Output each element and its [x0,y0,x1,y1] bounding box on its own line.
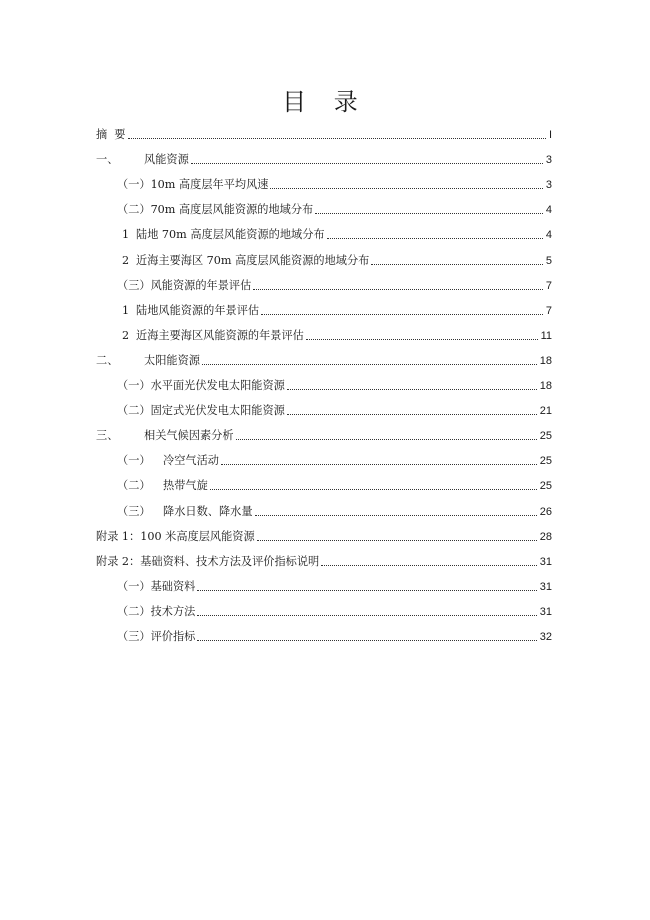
toc-entry-title: 冷空气活动 [163,454,219,468]
toc-entry-number: （三） [117,504,151,518]
toc-entry-title: 陆地风能资源的年景评估 [136,303,260,317]
toc-entry[interactable] [96,269,552,294]
toc-entry[interactable] [96,419,552,444]
toc-dot-leader [321,565,537,566]
toc-entry-title: （一）10m 高度层年平均风速 [117,178,269,192]
toc-page-number: 31 [539,605,552,618]
toc-entry[interactable] [96,243,552,268]
toc-page-number: 26 [539,505,552,518]
toc-page-number: 25 [539,430,552,443]
toc-entry[interactable] [96,570,552,595]
toc-page-number: 3 [545,154,552,167]
toc-page-number: 4 [545,229,552,242]
toc-entry-number: 1 [122,228,130,242]
toc-dot-leader [287,389,537,390]
toc-entry[interactable] [96,620,552,645]
toc-entry-title: 摘 要 [96,128,126,142]
toc-entry-title: （一）基础资料 [117,579,196,593]
toc-entry[interactable] [96,118,552,143]
table-of-contents [96,118,552,645]
toc-entry-title: （二）固定式光伏发电太阳能资源 [117,404,285,418]
toc-entry-title: 风能资源 [144,153,189,167]
toc-entry[interactable] [96,520,552,545]
toc-dot-leader [197,640,536,641]
toc-entry-number: 一、 [96,153,119,167]
toc-page-number: 21 [539,405,552,418]
toc-dot-leader [327,238,543,239]
toc-entry[interactable] [96,545,552,570]
toc-entry[interactable] [96,294,552,319]
toc-entry[interactable] [96,494,552,519]
toc-entry[interactable] [96,319,552,344]
toc-entry-title: 降水日数、降水量 [163,504,253,518]
toc-entry-number: 2 [122,328,130,342]
toc-dot-leader [202,364,537,365]
toc-dot-leader [128,138,546,139]
toc-entry[interactable] [96,444,552,469]
toc-entry-number: 1 [122,303,130,317]
toc-dot-leader [315,213,543,214]
toc-entry[interactable] [96,218,552,243]
toc-dot-leader [236,439,537,440]
toc-page-number: I [548,129,552,142]
toc-entry-title: 附录 1：100 米高度层风能资源 [96,529,255,543]
toc-entry-number: 二、 [96,353,119,367]
toc-page-number: 25 [539,480,552,493]
toc-entry-title: 近海主要海区风能资源的年景评估 [136,328,304,342]
toc-entry-title: 近海主要海区 70m 高度层风能资源的地域分布 [136,253,370,267]
toc-dot-leader [253,289,543,290]
toc-entry[interactable] [96,595,552,620]
toc-dot-leader [257,540,537,541]
toc-entry-number: （一） [117,454,151,468]
toc-page-number: 3 [545,179,552,192]
toc-page-number: 31 [539,580,552,593]
toc-page-number: 18 [539,380,552,393]
toc-entry-number: （二） [117,479,151,493]
toc-entry[interactable] [96,394,552,419]
page-title: 目 录 [282,88,368,116]
toc-entry-title: （二）技术方法 [117,604,196,618]
toc-entry-title: 热带气旋 [163,479,208,493]
toc-entry[interactable] [96,369,552,394]
toc-entry-title: 附录 2：基础资料、技术方法及评价指标说明 [96,554,320,568]
toc-entry-title: 陆地 70m 高度层风能资源的地域分布 [136,228,325,242]
toc-entry[interactable] [96,143,552,168]
toc-entry-title: （三）评价指标 [117,629,196,643]
toc-dot-leader [270,188,542,189]
toc-dot-leader [306,339,538,340]
toc-dot-leader [287,414,537,415]
toc-page-number: 7 [545,279,552,292]
toc-dot-leader [210,489,537,490]
toc-page-number: 11 [540,329,552,342]
toc-entry[interactable] [96,469,552,494]
toc-entry-title: （三）风能资源的年景评估 [117,278,252,292]
toc-page-number: 31 [539,555,552,568]
toc-page-number: 5 [545,254,552,267]
toc-dot-leader [371,264,543,265]
toc-dot-leader [221,464,537,465]
toc-page-number: 18 [539,354,552,367]
toc-entry-title: （一）水平面光伏发电太阳能资源 [117,379,285,393]
toc-dot-leader [191,163,543,164]
toc-dot-leader [197,615,536,616]
toc-page-number: 7 [545,304,552,317]
toc-entry-title: 太阳能资源 [144,353,200,367]
toc-entry-number: 三、 [96,429,119,443]
toc-entry[interactable] [96,193,552,218]
toc-entry-title: （二）70m 高度层风能资源的地域分布 [117,203,314,217]
toc-page-number: 32 [539,630,552,643]
toc-entry[interactable] [96,344,552,369]
toc-dot-leader [197,590,536,591]
toc-page-number: 4 [545,204,552,217]
toc-page-number: 25 [539,455,552,468]
toc-entry[interactable] [96,168,552,193]
toc-dot-leader [255,515,537,516]
toc-page-number: 28 [539,530,552,543]
toc-dot-leader [261,314,543,315]
toc-entry-title: 相关气候因素分析 [144,429,234,443]
toc-entry-number: 2 [122,253,130,267]
